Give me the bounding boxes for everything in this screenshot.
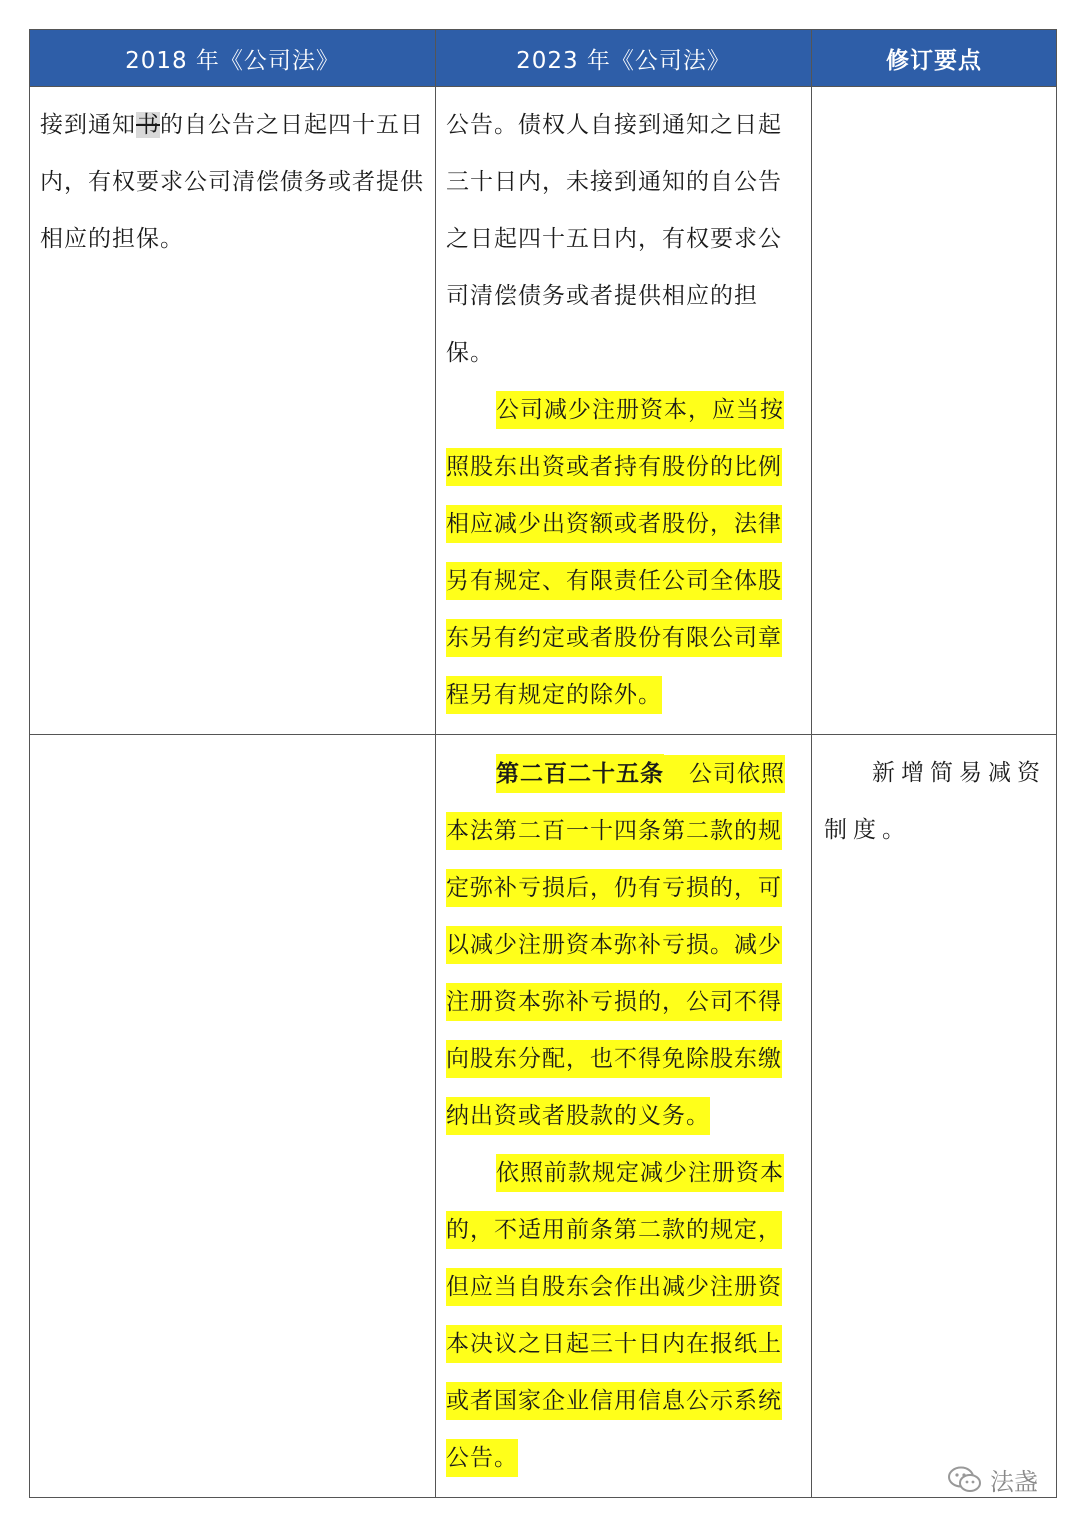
cell-2023-article [436,735,812,1498]
old-text-pre: 接到通知 [40,112,136,138]
new-text-para: 公告。债权人自接到通知之日起三十日内，未接到通知的自公告之日起四十五日内，有权要求公司清偿债务或者提供相应的担保。 [446,112,782,366]
deleted-text: 书 [136,112,160,138]
watermark [948,1462,1038,1497]
cell-revision-note [812,735,1057,1498]
highlighted-new-text: 公司减少注册资本，应当按照股东出资或者持有股份的比例相应减少出资额或者股份，法律另有规定、有限责任公司全体股东另有约定或者股份有限公司章程另有规定的除外。 [446,391,784,714]
article-para-2: 依照前款规定减少注册资本的，不适用前条第二款的规定，但应当自股东会作出减少注册资本决议之日起三十日内在报纸上或者国家企业信用信息公示系统公告。 [446,1154,784,1477]
revision-note: 新增简易减资制度。 [824,760,1046,843]
cell-revision-empty [812,87,1057,735]
old-text-post: 的自公告之日起四十五日内，有权要求公司清偿债务或者提供相应的担保。 [40,112,424,252]
table-row [30,87,1057,735]
watermark-text: 法盏 [990,1468,1038,1496]
cell-2018-empty [30,735,436,1498]
header-2023: 2023 年《公司法》 [436,30,812,87]
article-title: 第二百二十五条 [496,754,664,793]
cell-2018-text [30,87,436,735]
table-row [30,735,1057,1498]
wechat-icon [948,1466,982,1494]
cell-2023-text [436,87,812,735]
header-2018: 2018 年《公司法》 [30,30,436,87]
header-revision-points: 修订要点 [812,30,1057,87]
comparison-table [29,29,1057,1498]
article-para-1: 公司依照本法第二百一十四条第二款的规定弥补亏损后，仍有亏损的，可以减少注册资本弥补亏损。减少注册资本弥补亏损的，公司不得向股东分配，也不得免除股东缴纳出资或者股款的义务。 [446,755,785,1135]
header-row [30,30,1057,87]
